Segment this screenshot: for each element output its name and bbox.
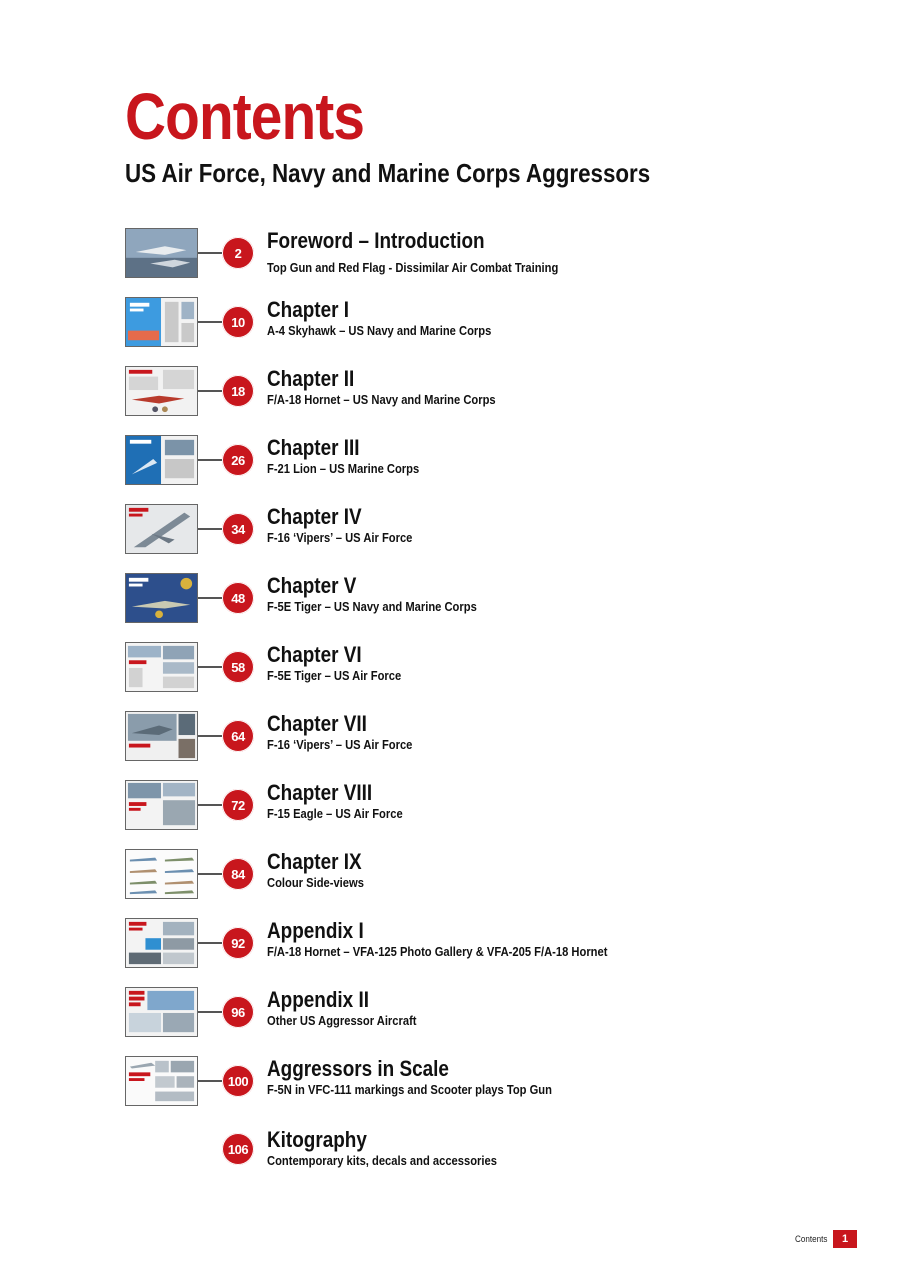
toc-entry-chapter-2[interactable] — [0, 366, 905, 426]
entry-title: Appendix I — [267, 918, 364, 943]
entry-subtitle: F-21 Lion – US Marine Corps — [267, 461, 420, 476]
entry-title: Appendix II — [267, 987, 369, 1012]
entry-title: Chapter II — [267, 366, 355, 391]
page-number-badge: 100 — [222, 1065, 254, 1097]
entry-subtitle: F-5N in VFC-111 markings and Scooter plays Top Gun — [267, 1082, 552, 1097]
page-number-badge: 2 — [222, 237, 254, 269]
page-number-badge: 106 — [222, 1133, 254, 1165]
spread-thumbnail — [125, 780, 198, 830]
entry-title: Chapter VIII — [267, 780, 373, 805]
toc-entry-chapter-7[interactable] — [0, 711, 905, 771]
entry-title: Chapter I — [267, 297, 350, 322]
page-number-badge: 48 — [222, 582, 254, 614]
page-number-badge: 26 — [222, 444, 254, 476]
toc-entry-chapter-8[interactable] — [0, 780, 905, 840]
spread-thumbnail — [125, 987, 198, 1037]
entry-subtitle: Top Gun and Red Flag - Dissimilar Air Combat Training — [267, 260, 559, 275]
page-subtitle: US Air Force, Navy and Marine Corps Aggressors — [125, 158, 651, 188]
spread-thumbnail — [125, 435, 198, 485]
entry-title: Chapter IX — [267, 849, 362, 874]
page-number-badge: 18 — [222, 375, 254, 407]
entry-subtitle: F-5E Tiger – US Air Force — [267, 668, 402, 683]
entry-subtitle: F-15 Eagle – US Air Force — [267, 806, 403, 821]
page-number-badge: 96 — [222, 996, 254, 1028]
toc-entry-chapter-3[interactable] — [0, 435, 905, 495]
toc-entry-aggressors-in-scale[interactable] — [0, 1056, 905, 1116]
toc-entry-chapter-9[interactable] — [0, 849, 905, 909]
entry-subtitle: F-16 ‘Vipers’ – US Air Force — [267, 530, 413, 545]
entry-subtitle: A-4 Skyhawk – US Navy and Marine Corps — [267, 323, 492, 338]
entry-title: Aggressors in Scale — [267, 1056, 449, 1081]
spread-thumbnail — [125, 1056, 198, 1106]
toc-entry-kitography[interactable] — [0, 1127, 905, 1187]
entry-title: Chapter V — [267, 573, 357, 598]
entry-title: Chapter III — [267, 435, 360, 460]
page-number-badge: 92 — [222, 927, 254, 959]
spread-thumbnail — [125, 228, 198, 278]
toc-entry-chapter-5[interactable] — [0, 573, 905, 633]
entry-title: Chapter VI — [267, 642, 362, 667]
page-number-badge: 34 — [222, 513, 254, 545]
page-number-badge: 72 — [222, 789, 254, 821]
page-number-badge: 84 — [222, 858, 254, 890]
spread-thumbnail — [125, 918, 198, 968]
spread-thumbnail — [125, 642, 198, 692]
spread-thumbnail — [125, 849, 198, 899]
spread-thumbnail — [125, 366, 198, 416]
entry-title: Chapter IV — [267, 504, 362, 529]
spread-thumbnail — [125, 297, 198, 347]
entry-subtitle: F-5E Tiger – US Navy and Marine Corps — [267, 599, 477, 614]
entry-subtitle: Other US Aggressor Aircraft — [267, 1013, 417, 1028]
spread-thumbnail — [125, 711, 198, 761]
footer-section-label: Contents — [795, 1234, 828, 1244]
toc-entry-appendix-2[interactable] — [0, 987, 905, 1047]
entry-subtitle: F/A-18 Hornet – US Navy and Marine Corps — [267, 392, 496, 407]
page-title: Contents — [125, 79, 365, 153]
page-number-badge: 64 — [222, 720, 254, 752]
entry-title: Chapter VII — [267, 711, 367, 736]
entry-subtitle: Colour Side-views — [267, 875, 364, 890]
page-number-badge: 58 — [222, 651, 254, 683]
toc-entry-appendix-1[interactable] — [0, 918, 905, 978]
entry-subtitle: F-16 ‘Vipers’ – US Air Force — [267, 737, 413, 752]
spread-thumbnail — [125, 504, 198, 554]
entry-title: Kitography — [267, 1127, 367, 1152]
spread-thumbnail — [125, 573, 198, 623]
page-number-badge: 10 — [222, 306, 254, 338]
entry-subtitle: Contemporary kits, decals and accessories — [267, 1153, 497, 1168]
toc-entry-foreword[interactable] — [0, 228, 905, 288]
toc-entry-chapter-1[interactable] — [0, 297, 905, 357]
toc-entry-chapter-4[interactable] — [0, 504, 905, 564]
entry-subtitle: F/A-18 Hornet – VFA-125 Photo Gallery & VFA-205 F/A-18 Hornet — [267, 944, 608, 959]
entry-title: Foreword – Introduction — [267, 228, 485, 253]
footer-page-number: 1 — [833, 1230, 857, 1248]
toc-entry-chapter-6[interactable] — [0, 642, 905, 702]
